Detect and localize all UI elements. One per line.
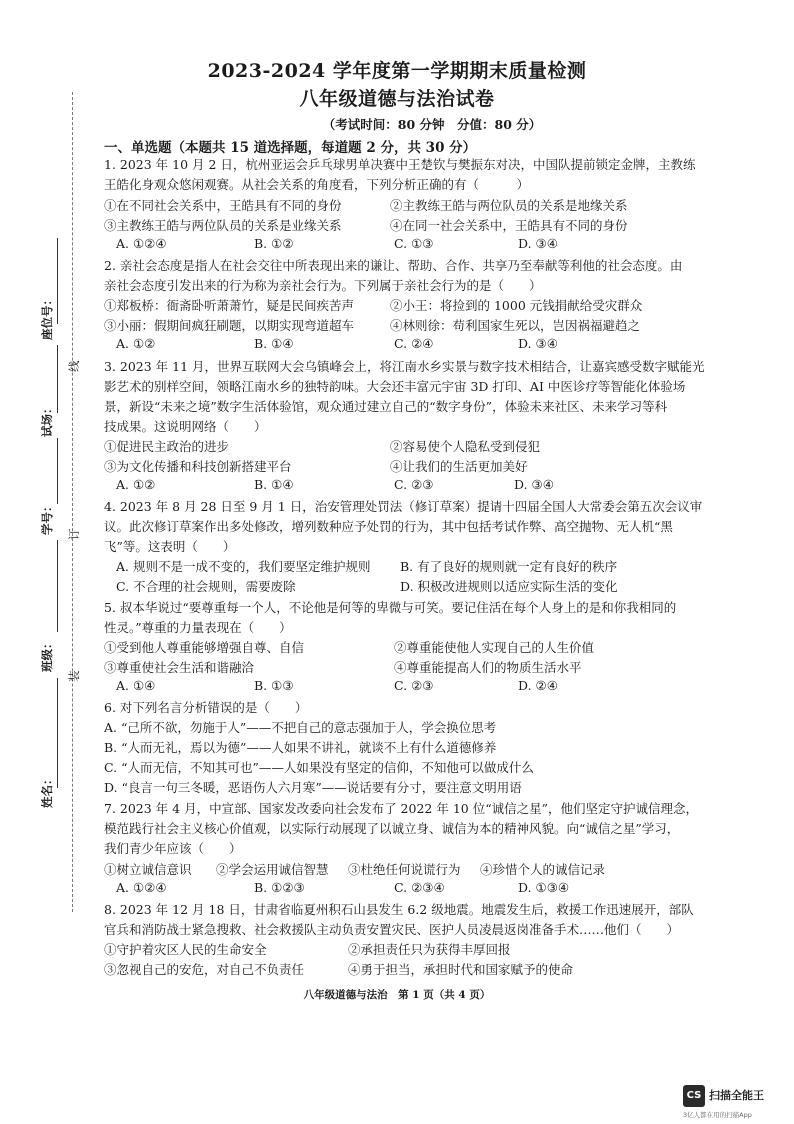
question-stem: 技成果。这说明网络（ ） xyxy=(104,419,267,434)
option: B. 有了良好的规则就一定有良好的秩序 xyxy=(400,559,618,574)
statement: ②学会运用诚信智慧 xyxy=(216,862,329,877)
question-stem: 议。此次修订草案作出多处修改，增列数种应予处罚的行为，其中包括考试作弊、高空抛物、无人机“黑 xyxy=(104,519,673,534)
room-underline xyxy=(57,345,58,413)
question-stem: 官兵和消防战士紧急搜救、社会救援队主动负责安置灾民、医护人员凌晨返岗准备手术……他们（ ） xyxy=(104,922,680,937)
option: B. ①②③ xyxy=(254,880,305,895)
statement: ③杜绝任何说谎行为 xyxy=(348,862,461,877)
option: D. ③④ xyxy=(518,236,558,251)
binding-dashed-line xyxy=(72,92,73,912)
question-stem: 模范践行社会主义核心价值观，以实际行动展现了以诚立身、诚信为本的精神风貌。向“诚信之星”学习， xyxy=(104,821,680,836)
statement: ④林则徐：苟利国家生死以，岂因祸福避趋之 xyxy=(390,318,641,333)
question-stem: 王皓化身观众悠闲观赛。从社会关系的角度看，下列分析正确的有（ ） xyxy=(104,177,530,192)
statement: ④让我们的生活更加美好 xyxy=(390,459,528,474)
cs-logo-icon: CS xyxy=(683,1085,705,1107)
option: A. ①② xyxy=(116,477,156,492)
question-stem: 8. 2023 年 12 月 18 日，甘肃省临夏州积石山县发生 6.2 级地震。地震发生后，救援工作迅速展开，部队 xyxy=(104,902,694,917)
class-underline xyxy=(57,540,58,632)
name-underline xyxy=(57,678,58,788)
question-stem: 亲社会态度引发出来的行为称为亲社会行为。下列属于亲社会行为的是（ ） xyxy=(104,278,542,293)
option: B. ①④ xyxy=(254,477,294,492)
exam-subtitle: 八年级道德与法治试卷 xyxy=(299,88,495,110)
option: B. ①③ xyxy=(254,678,294,693)
option: C. 不合理的社会规则，需要废除 xyxy=(116,579,296,594)
statement: ②尊重能使他人实现自己的人生价值 xyxy=(394,640,595,655)
question-stem: 1. 2023 年 10 月 2 日，杭州亚运会乒乓球男单决赛中王楚钦与樊振东对决，中国队提前锁定金牌，主教练 xyxy=(104,157,696,172)
question-stem: 4. 2023 年 8 月 28 日至 9 月 1 日，治安管理处罚法（修订草案）提请十四届全国人大常委会第五次会议审 xyxy=(104,499,703,514)
question-stem: 影艺术的别样空间，领略江南水乡的独特韵味。大会还丰富元宇宙 3D 打印、AI 中医诊疗等智能化体验场 xyxy=(104,379,686,394)
ding-mark: 订 xyxy=(67,528,81,540)
question-stem: 5. 叔本华说过“要尊重每一个人，不论他是何等的卑微与可笑。要记住活在每个人身上的是和你我相同的 xyxy=(104,600,677,615)
exam-title: 2023-2024 学年度第一学期期末质量检测 xyxy=(207,60,587,82)
statement: ③忽视自己的安危，对自己不负责任 xyxy=(104,962,305,977)
student-no-label: 学号： xyxy=(40,500,54,535)
name-label: 姓名： xyxy=(40,773,54,808)
option: A. ①②④ xyxy=(116,236,167,251)
statement: ④在同一社会关系中，王皓具有不同的身份 xyxy=(390,218,628,233)
statement: ④勇于担当，承担时代和国家赋予的使命 xyxy=(348,962,574,977)
option: D. ③④ xyxy=(518,336,558,351)
question-stem: 3. 2023 年 11 月，世界互联网大会乌镇峰会上，将江南水乡实景与数字技术相结合，让嘉宾感受数字赋能光 xyxy=(104,359,705,374)
statement: ③小丽：假期间疯狂刷题，以期实现弯道超车 xyxy=(104,318,355,333)
question-stem: 景，新设“未来之境”数字生活体验馆，观众通过建立自己的“数字身份”，体验未来社区、未来学习等科 xyxy=(104,399,668,414)
page-footer: 八年级道德与法治 第 1 页（共 4 页） xyxy=(303,989,491,1001)
seat-label: 座位号： xyxy=(40,294,54,340)
option: D. ①③④ xyxy=(518,880,570,895)
option: A. “己所不欲，勿施于人”——不把自己的意志强加于人，学会换位思考 xyxy=(104,720,497,735)
room-label: 试场： xyxy=(40,402,54,437)
option: D. “良言一句三冬暖，恶语伤人六月寒”——说话要有分寸，要注意文明用语 xyxy=(104,780,522,795)
question-stem: 性灵。”尊重的力量表现在（ ） xyxy=(104,620,292,635)
section-title: 一、单选题（本题共 15 道选择题，每道题 2 分，共 30 分） xyxy=(104,140,477,156)
statement: ④尊重能提高人们的物质生活水平 xyxy=(394,660,582,675)
zhuang-mark: 装 xyxy=(67,670,81,682)
watermark-tagline: 3亿人都在用的扫描App xyxy=(683,1111,752,1119)
option: C. ②③ xyxy=(394,678,434,693)
option: C. ②③④ xyxy=(394,880,445,895)
option: B. ①② xyxy=(254,236,294,251)
question-stem: 7. 2023 年 4 月，中宣部、国家发改委向社会发布了 2022 年 10 位“诚信之星”，他们坚定守护诚信理念， xyxy=(104,801,698,816)
statement: ③尊重使社会生活和谐融洽 xyxy=(104,660,255,675)
watermark-app-name: 扫描全能王 xyxy=(709,1089,764,1102)
scanner-watermark xyxy=(683,1085,793,1121)
statement: ①在不同社会关系中，王皓具有不同的身份 xyxy=(104,198,342,213)
statement: ①守护着灾区人民的生命安全 xyxy=(104,942,267,957)
option: C. ①③ xyxy=(394,236,434,251)
option: A. 规则不是一成不变的，我们要坚定维护规则 xyxy=(116,559,371,574)
statement: ③为文化传播和科技创新搭建平台 xyxy=(104,459,292,474)
statement: ②容易使个人隐私受到侵犯 xyxy=(390,439,541,454)
option: A. ①④ xyxy=(116,678,156,693)
statement: ④珍惜个人的诚信记录 xyxy=(480,862,606,877)
exam-info: （考试时间：80 分钟 分值：80 分） xyxy=(322,117,542,132)
option: A. ①②④ xyxy=(116,880,167,895)
statement: ①促进民主政治的进步 xyxy=(104,439,230,454)
option: A. ①② xyxy=(116,336,156,351)
option: B. ①④ xyxy=(254,336,294,351)
student-no-underline xyxy=(57,438,58,504)
line-mark: 线 xyxy=(67,360,81,372)
question-stem: 我们青少年应该（ ） xyxy=(104,841,242,856)
option: C. ②③ xyxy=(394,477,434,492)
statement: ②小王：将捡到的 1000 元钱捐献给受灾群众 xyxy=(390,298,643,313)
statement: ①郑板桥：衙斋卧听萧萧竹，疑是民间疾苦声 xyxy=(104,298,355,313)
question-stem: 6. 对下列名言分析错误的是（ ） xyxy=(104,700,308,715)
question-stem: 2. 亲社会态度是指人在社会交往中所表现出来的谦让、帮助、合作、共享乃至奉献等利他的社会态度。由 xyxy=(104,258,683,273)
statement: ②承担责任只为获得丰厚回报 xyxy=(348,942,511,957)
option: C. ②④ xyxy=(394,336,434,351)
seat-underline xyxy=(57,238,58,324)
statement: ①受到他人尊重能够增强自尊、自信 xyxy=(104,640,305,655)
statement: ②主教练王皓与两位队员的关系是地缘关系 xyxy=(390,198,628,213)
class-label: 班级： xyxy=(40,637,54,672)
option: D. 积极改进规则以适应实际生活的变化 xyxy=(400,579,618,594)
question-stem: 飞”等。这表明（ ） xyxy=(104,539,236,554)
option: D. ③④ xyxy=(514,477,554,492)
option: C. “人而无信，不知其可也”——人如果没有坚定的信仰，不知他可以做成什么 xyxy=(104,760,534,775)
statement: ③主教练王皓与两位队员的关系是业缘关系 xyxy=(104,218,342,233)
statement: ①树立诚信意识 xyxy=(104,862,192,877)
option: B. “人而无礼，焉以为德”——人如果不讲礼，就谈不上有什么道德修养 xyxy=(104,740,497,755)
option: D. ②④ xyxy=(518,678,558,693)
